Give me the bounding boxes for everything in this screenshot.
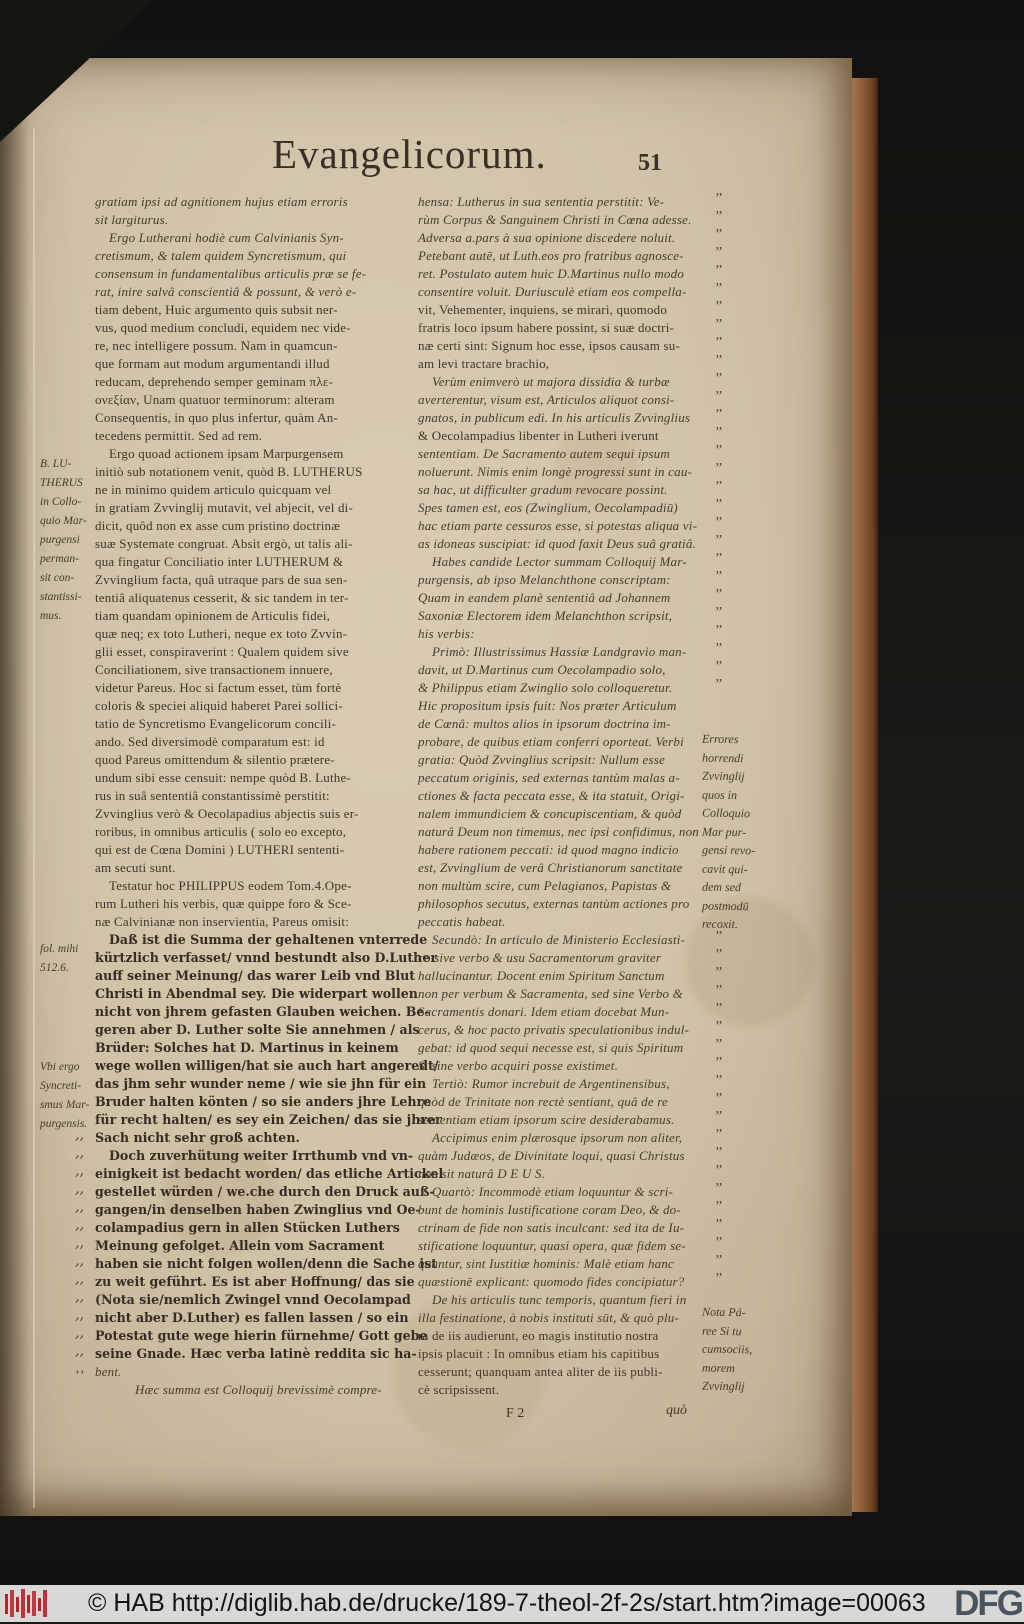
running-title: Evangelicorum. [272, 131, 547, 177]
text-line: illa festinatione, à nobis instituti sūt, & quò plu- [418, 1310, 680, 1325]
text-line: gebat: id quod sequi necesse est, si quis Spiritum ’’ [418, 1037, 723, 1055]
margin-note-line: stantissi- [40, 591, 82, 603]
margin-note-line: Mar pur- [701, 824, 747, 839]
text-line: tatio de Syncretismo Evangelicorum concili- [95, 716, 337, 731]
quote-mark: ’’ [714, 227, 723, 242]
text-line: hallucinantur. Docent enim Spiritum Sanctum ’’ [418, 965, 723, 983]
quote-mark: ’’ [714, 587, 723, 602]
quote-mark: ‚‚ [75, 1361, 85, 1376]
text-line: De his articulis tunc temporis, quantum fieri in [432, 1292, 687, 1307]
text-line: Testatur hoc PHILIPPUS eodem Tom.4.Ope- [109, 878, 352, 893]
quote-mark: ’’ [714, 551, 723, 566]
margin-note-line: purgensis. [40, 1118, 88, 1130]
text-line: Ergo Lutherani hodiè cum Calvinianis Syn- [109, 230, 344, 245]
text-line: am secuti sunt. [95, 860, 176, 875]
book-fore-edge [852, 78, 878, 1512]
text-line: vit, Vehementer, inquiens, se mirari, quomodo ’’ [418, 299, 723, 317]
text-line: tiam quandam opinionem de Articulis fidei, [95, 608, 331, 623]
quote-mark: ’’ [714, 1055, 723, 1070]
margin-note-line: horrendi [701, 750, 744, 765]
text-line: bunt de hominis Iustificatione coram Deo, & do- ’’ [418, 1199, 723, 1217]
text-line: Hæc summa est Colloquij brevissimè compre- [135, 1382, 382, 1397]
text-line: sit largiturus. [95, 212, 169, 227]
text-line: Quartò: Incommodè etiam loquuntur & scri- ’’ [432, 1181, 723, 1199]
quote-mark: ’’ [714, 1001, 723, 1016]
text-line: Spes tamen est, eos (Zwinglium, Oecolampadiū) ’’ [418, 497, 723, 515]
margin-note-line: Colloquio [701, 805, 751, 821]
text-line: quòd de Trinitate non rectè sentiant, quâ de re ’’ [418, 1091, 723, 1109]
text-line: non per verbum & Sacramenta, sed sine Verbo & ’’ [418, 983, 723, 1001]
margin-note-line: gensi revo- [701, 842, 756, 858]
quote-mark: ’’ [714, 389, 723, 404]
page-gutter-shadow [0, 118, 30, 1516]
quote-mark: ’’ [714, 497, 723, 512]
text-line: stificatione loquuntur, quasi opera, quæ fidem se- ’’ [418, 1235, 723, 1253]
text-line: Potestat gute wege hierin fürnehme/ Gott gebe ‚‚ [75, 1325, 428, 1343]
text-line: rùm Corpus & Sanguinem Christi in Cœna adesse. ’’ [418, 209, 723, 227]
text-line: cretismum, & talem quidem Syncretismum, qui [95, 248, 347, 263]
text-line: haben sie nicht folgen wollen/denn die Sache ist ‚‚ [75, 1253, 438, 1271]
margin-note-line: morem [701, 1360, 735, 1375]
quote-mark: ’’ [714, 1181, 723, 1196]
quote-mark: ’’ [714, 299, 723, 314]
text-line: rus in suâ sententiâ constantissimè perstitit: [95, 788, 330, 803]
text-line: Daß ist die Summa der gehaltenen vnterrede [109, 932, 428, 947]
text-line: & Philippus etiam Zwinglio solo colloqueretur. ’’ [418, 677, 723, 695]
text-line: initiò sub notationem venit, quòd B. LUTHERUS [95, 464, 363, 479]
text-line: ra de iis audierunt, eo magis institutio nostra [418, 1328, 659, 1343]
quote-mark: ‚‚ [75, 1253, 84, 1269]
text-line: Sacramentis donari. Idem etiam docebat Mun- ’’ [418, 1001, 723, 1019]
quote-mark: ’’ [714, 281, 723, 296]
footer-copyright-url: © HAB http://diglib.hab.de/drucke/189-7-theol-2f-2s/start.htm?image=00063 [88, 1589, 926, 1617]
text-line: für recht halten/ es sey ein Zeichen/ das sie jhrer [95, 1112, 442, 1127]
quote-mark: ’’ [714, 623, 723, 638]
margin-note-line: quos in [701, 787, 738, 802]
text-line: geren aber D. Luther solte Sie annehmen / als [95, 1022, 420, 1037]
text-line: Primò: Illustrissimus Hassiæ Landgravio man- ’’ [432, 641, 723, 659]
margin-note-line: B. LU- [40, 458, 72, 470]
quote-mark: ’’ [714, 659, 723, 674]
margin-note-line: purgensi [40, 534, 80, 546]
quote-mark: ’’ [714, 983, 723, 998]
quote-mark: ’’ [714, 1109, 723, 1124]
margin-note-line: smus Mar- [40, 1099, 90, 1111]
quote-mark: ‚‚ [75, 1307, 84, 1323]
text-line: einigkeit ist bedacht worden/ das etliche Artickel ‚‚ [75, 1163, 444, 1181]
text-line: Brüder: Solches hat D. Martinus in keinem [95, 1040, 399, 1055]
margin-note-line: in Collo- [40, 496, 82, 508]
quote-mark: ’’ [714, 1163, 723, 1178]
margin-note [40, 940, 78, 978]
quote-mark: ’’ [714, 263, 723, 278]
quote-mark: ’’ [714, 353, 723, 368]
quote-mark: ’’ [714, 461, 723, 476]
text-line: coloris & speciei aliquid haberet Parei sollici- [95, 698, 343, 713]
quote-mark: ’’ [714, 371, 723, 386]
text-line: quæstionē explicant: quomodo fides concipiatur? ’’ [418, 1271, 723, 1289]
text-line: Meinung gefolget. Allein vom Sacrament ‚‚ [75, 1235, 385, 1253]
text-line: videtur Pareus. Hoc si factum esset, tùm fortè [95, 680, 342, 695]
text-line: Saxoniæ Electorem idem Melanchthon scripsit, ’’ [418, 605, 723, 623]
text-line: qua fingatur Conciliatio inter LUTHERUM & [95, 554, 344, 569]
text-line: de Cœnâ: multos alios in ipsorum doctrina im- [418, 716, 671, 731]
text-line: reducam, deprehendo semper geminam πλε- [95, 374, 334, 389]
text-line: cesserunt; quanquam antea aliter de iis publi- [418, 1364, 663, 1379]
margin-note-line: quio Mar- [40, 515, 87, 527]
text-line: sententiam etiam ipsorum scire desiderabamus. ’’ [418, 1109, 723, 1127]
text-line: gratiam ipsi ad agnitionem hujus etiam erroris [95, 194, 348, 209]
quote-mark: ’’ [714, 1235, 723, 1250]
quote-mark: ‚‚ [75, 1217, 84, 1233]
quote-mark: ‚‚ [75, 1343, 84, 1359]
text-line: Adversa a.pars à sua opinione discedere noluit. ’’ [418, 227, 723, 245]
text-line: qui est de Cœna Domini ) LUTHERI sententi- [95, 842, 345, 857]
quote-mark: ’’ [714, 1073, 723, 1088]
margin-note-line: postmodū [701, 898, 749, 913]
margin-note-line: cavit qui- [701, 861, 748, 876]
margin-note-line: THERUS [40, 477, 83, 489]
text-line: næ Calvinianæ non inservientia, Pareus omisit: [95, 914, 350, 929]
text-line: quod Pareus omittendum & silentio prætere- [95, 752, 335, 767]
text-line: Ergo quoad actionem ipsam Marpurgensem [109, 446, 344, 461]
quote-mark: ’’ [714, 425, 723, 440]
text-line: glii esset, conspiraverint : Qualem quidem sive [95, 644, 349, 659]
text-line: suæ Systemate congruat. Absit ergò, ut talis ali- [95, 536, 353, 551]
quote-mark: ’’ [714, 245, 723, 260]
book-page-scan [0, 58, 852, 1516]
text-line: nicht aber D.Luther) es fallen lassen / so ein ‚‚ [75, 1307, 409, 1325]
text-line: Quam in eandem planè sententiâ ad Johannem ’’ [418, 587, 723, 605]
quote-mark: ’’ [714, 641, 723, 656]
quote-mark: ’’ [714, 1019, 723, 1034]
quote-mark: ‚‚ [75, 1145, 84, 1161]
text-line: his verbis: ’’ [418, 623, 723, 641]
text-line: colampadius gern in allen Stücken Luthers ‚‚ [75, 1217, 400, 1235]
text-line: noluerunt. Nimis enim longè progressi sunt in cau- ’’ [418, 461, 723, 479]
text-line: seine Gnade. Hæc verba latinè reddita sic ha- ‚‚ [75, 1343, 417, 1361]
text-line: vus, quod medium concludi, equidem nec vide- [95, 320, 351, 335]
text-column-left [75, 193, 444, 1399]
margin-note [702, 1303, 752, 1396]
viewer-footer-bar [0, 1585, 1024, 1622]
quote-mark: ’’ [714, 1271, 723, 1286]
text-line: rum Lutheri his verbis, quæ quippe foro & Sce- [95, 896, 352, 911]
margin-note-line: Nota Pá- [701, 1304, 746, 1320]
text-line: philosophos secutus, externas tantùm actiones pro [418, 896, 690, 911]
margin-note-line: Vbi ergo [40, 1061, 80, 1073]
text-line: nalem immundiciem & concupiscentiam, & quòd [418, 806, 682, 821]
quote-mark: ’’ [714, 191, 723, 206]
quote-mark: ‚‚ [75, 1181, 84, 1197]
quote-mark: ‚‚ [75, 1271, 84, 1287]
margin-note [702, 730, 755, 934]
text-line: ando. Sed diversimodè comparatum est: id [95, 734, 325, 749]
margin-note-line: Errores [701, 731, 739, 747]
quote-mark: ’’ [714, 443, 723, 458]
margin-note-line: sit con- [40, 572, 75, 584]
text-line: Sach nicht sehr groß achten. ‚‚ [75, 1127, 300, 1145]
margin-note-line: Zvvinglij [701, 1378, 745, 1394]
text-line: ipsis placuit : In omnibus etiam his capitibus [418, 1346, 660, 1361]
quote-mark: ’’ [714, 1145, 723, 1160]
quote-mark: ’’ [714, 569, 723, 584]
margin-note-line: Syncreti- [40, 1080, 82, 1092]
margin-note-line: dem sed [701, 879, 742, 895]
text-line: tiam debent, Huic argumento quis subsit ner- [95, 302, 338, 317]
quote-mark: ‚‚ [75, 1199, 84, 1215]
margin-note-line: ree Si tu [701, 1323, 742, 1338]
quote-mark: ‚‚ [75, 1163, 84, 1179]
text-line: quuntur, sint Iustitiæ hominis: Malè etiam hanc ’’ [418, 1253, 723, 1271]
text-line: zu weit geführt. Es ist aber Hoffnung/ das sie ‚‚ [75, 1271, 415, 1289]
text-line: dicit, quôd non ex asse cum pristino doctrinæ [95, 518, 341, 533]
text-line: hac etiam parte cessuros esse, si potestas aliqua vi- ’’ [418, 515, 723, 533]
text-line: Petebant autē, ut Luth.eos pro fratribus agnosce- ’’ [418, 245, 723, 263]
margin-note-line: 512.6. [40, 962, 69, 974]
dfg-logo: DFG [954, 1584, 1022, 1623]
text-line: ονεξίαν, Unam quatuor terminorum: alteram [95, 392, 335, 407]
margin-note-line: mus. [40, 610, 62, 622]
quote-mark: ’’ [714, 1217, 723, 1232]
margin-note [40, 455, 87, 626]
text-line: quàm Judæos, de Divinitate loqui, quasi Christus ’’ [418, 1145, 723, 1163]
text-line: næ certi sint: Signum hoc esse, ipsos causam su- ’’ [418, 335, 723, 353]
text-line: cè scripsissent. [418, 1382, 500, 1397]
quote-mark: ’’ [714, 1127, 723, 1142]
text-line: sa hac, ut difficulter gradum revocare possint. ’’ [418, 479, 723, 497]
text-line: Tertiò: Rumor increbuit de Argentinensibus, ’’ [432, 1073, 723, 1091]
text-line: Consequentis, in quo plus infertur, quàm An- [95, 410, 338, 425]
text-line: ctiones & facta peccata esse, & ita statuit, Origi- [418, 788, 685, 803]
text-line: fratris loco ipsum habere possint, si suæ doctri- ’’ [418, 317, 723, 335]
quote-mark: ‚‚ [75, 1235, 84, 1251]
text-line: naturâ Deum non timemus, nec ipsi confidimus, non [418, 824, 699, 839]
text-line: Verùm enimverò ut majora dissidia & turbæ ’’ [432, 371, 723, 389]
text-line: kürtzlich verfasset/ vnnd bestundt also D.Luther [95, 950, 437, 965]
hab-barcode-logo-icon [4, 1588, 50, 1624]
text-line: gratia: Quòd Zvvinglius scripsit: Nullum esse [418, 752, 665, 767]
quote-mark: ’’ [714, 209, 723, 224]
text-line: Hic propositum ipsis fuit: Nos præter Articulum [418, 698, 677, 713]
catchword: quò [666, 1403, 687, 1418]
text-line: Zvvinglius verò & Oecolapadius abjectis suis er- [95, 806, 359, 821]
quote-mark: ’’ [714, 929, 723, 944]
text-line: probare, de quibus etiam conferri oporteat. Verbi [418, 734, 684, 749]
text-line: bent. ‚‚ [75, 1361, 122, 1379]
text-line: & Oecolampadius libenter in Lutheri iverunt ’’ [418, 425, 723, 443]
quote-mark: ’’ [714, 1253, 723, 1268]
text-line: quæ neq; ex toto Lutheri, neque ex toto Zvvin- [95, 626, 348, 641]
quote-mark: ’’ [714, 479, 723, 494]
text-line: consentire voluit. Duriusculè etiam eos compella- ’’ [418, 281, 723, 299]
quote-mark: ‚‚ [75, 1325, 84, 1341]
page-number: 51 [638, 150, 662, 176]
text-line: das jhm sehr wunder neme / wie sie jhn für ein [95, 1076, 427, 1091]
text-line: co sive verbo & usu Sacramentorum graviter ’’ [418, 947, 723, 965]
text-line: Secundò: In articulo de Ministerio Ecclesiasti- ’’ [432, 929, 723, 947]
text-line: averterentur, visum est, Articulos aliquot consi- ’’ [418, 389, 723, 407]
text-line: in gratiam Zvvinglij mutavit, vel abjecit, vel di- [95, 500, 354, 515]
text-line: tecedens permittit. Sed ad rem. [95, 428, 263, 443]
quote-mark: ’’ [714, 335, 723, 350]
page-edge-line [33, 128, 35, 1508]
text-line: sententiam. De Sacramento autem sequi ipsum ’’ [418, 443, 723, 461]
text-line: davit, ut D.Martinus cum Oecolampadio solo, ’’ [418, 659, 723, 677]
text-line: habere rationem peccati: id quod magno indicio [418, 842, 679, 857]
quote-mark: ’’ [714, 605, 723, 620]
quote-mark: ‚‚ [75, 1289, 84, 1305]
margin-note-line: Zvvinglij [701, 768, 745, 784]
quote-mark: ’’ [714, 515, 723, 530]
quote-mark: ’’ [714, 533, 723, 548]
text-line: re, nec intelligere possum. Nam in quamcun- [95, 338, 338, 353]
text-line: Doch zuverhütung weiter Irrthumb vnd vn- ‚‚ [75, 1145, 414, 1163]
text-line: peccatis habeat. [418, 914, 506, 929]
quote-mark: ‚‚ [75, 1127, 84, 1143]
margin-note-line: recoxit. [701, 916, 738, 932]
text-line: nicht von jhrem gefasten Glauben weichen. Be- [95, 1004, 430, 1019]
quote-mark: ’’ [714, 677, 723, 692]
text-line: consensum in fundamentalibus articulis præ se fe- [95, 266, 367, 281]
text-line: roribus, in omnibus articulis ( solo eo excepto, [95, 824, 347, 839]
quote-mark: ’’ [714, 317, 723, 332]
text-line: non multùm scire, cum Pelagianos, Papistas & [418, 878, 672, 893]
text-line: cerus, & hoc pacto privatis speculationibus indul- ’’ [418, 1019, 723, 1037]
text-line: est, Zvvinglium de verâ Christianorum sanctitate [418, 860, 683, 875]
text-line: auff seiner Meinung/ das warer Leib vnd Blut [95, 968, 416, 983]
quote-mark: ’’ [714, 407, 723, 422]
text-line: Accipimus enim plærosque ipsorum non aliter, ’’ [432, 1127, 723, 1145]
text-line: Conciliationem, sive transactionem innuere, [95, 662, 333, 677]
text-line: Christi in Abendmal sey. Die widerpart wollen [95, 986, 418, 1001]
text-line: ret. Postulato autem huic D.Martinus nullo modo ’’ [418, 263, 723, 281]
margin-note-line: fol. mihi [40, 943, 79, 955]
text-line: Habes candide Lector summam Colloquij Mar- ’’ [432, 551, 723, 569]
text-line: gnatos, in publicum edi. In his articulis Zvvinglius ’’ [418, 407, 723, 425]
text-line: ctrinam de fide non satis inculcant: sed ita de Iu- ’’ [418, 1217, 723, 1235]
text-line: Zvvinglium facta, quâ utraque pars de sua sen- [95, 572, 348, 587]
quote-mark: ’’ [714, 947, 723, 962]
text-line: wege wollen willigen/hat sie auch hart angeredt/ [95, 1058, 439, 1073]
text-line: que formam aut modum argumentandi illud [95, 356, 330, 371]
text-line: gangen/in denselben haben Zwinglius vnd Oe- ‚‚ [75, 1199, 421, 1217]
quote-mark: ’’ [714, 965, 723, 980]
text-line: hensa: Lutherus in sua sententia perstitit: Ve- ’’ [418, 191, 723, 209]
text-line: Bruder halten könten / so sie anders jhre Lehre [95, 1094, 432, 1109]
text-line: non sit naturâ D E U S. ’’ [418, 1163, 723, 1181]
text-line: am levi tractare brachio, ’’ [418, 353, 723, 371]
text-line: (Nota sie/nemlich Zwingel vnnd Oecolampad ‚‚ [75, 1289, 411, 1307]
quote-mark: ’’ [714, 1199, 723, 1214]
text-line: tentiâ aliquatenus cesserit, & sic tandem in ter- [95, 590, 349, 605]
text-line: gestellet würden / we.che durch den Druck auß- ‚‚ [75, 1181, 435, 1199]
text-line: rat, inire salvâ conscientiâ & possunt, & verò e- [95, 284, 357, 299]
quote-mark: ’’ [714, 1037, 723, 1052]
text-line: undum sibi esse censuit: nempe quòd B. Luthe- [95, 770, 351, 785]
margin-note [40, 1058, 89, 1134]
text-line: peccatum originis, sed externas tantùm malas a- [418, 770, 680, 785]
text-line: purgensis, ab ipso Melanchthone conscriptam: ’’ [418, 569, 723, 587]
text-line: as idoneas suscipiat: id quod faxit Deus suâ gratiâ. ’’ [418, 533, 723, 551]
margin-note-line: cumsociis, [701, 1341, 753, 1357]
text-line: ne in minimo quidem articulo quicquam vel [95, 482, 332, 497]
quote-mark: ’’ [714, 1091, 723, 1106]
margin-note-line: perman- [40, 553, 79, 565]
text-line: S. sine verbo acquiri posse existimet. ’’ [418, 1055, 723, 1073]
gathering-signature: F 2 [506, 1406, 525, 1421]
